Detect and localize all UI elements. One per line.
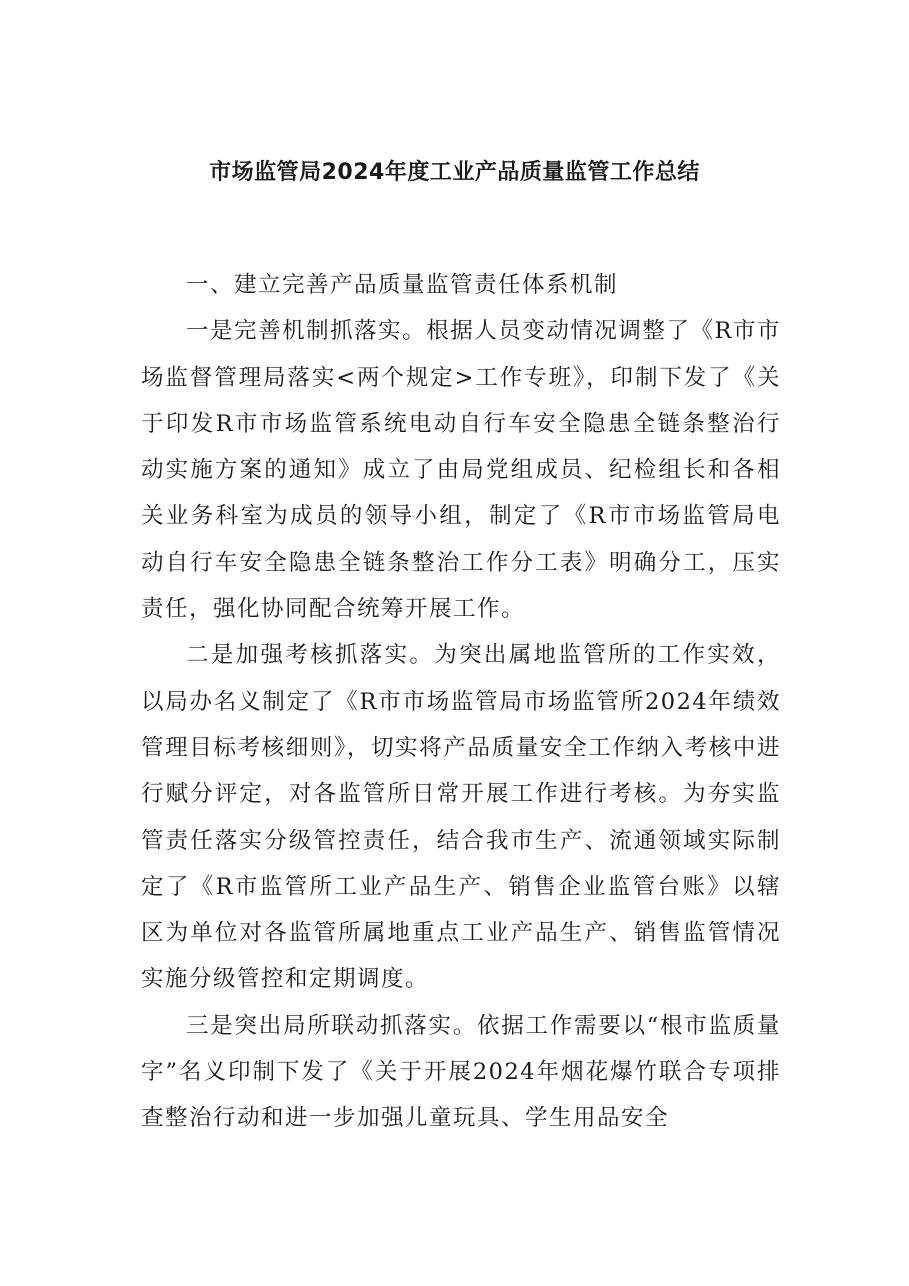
paragraph-2: 二是加强考核抓落实。为突出属地监管所的工作实效，以局办名义制定了《R市市场监管局市场监管所2024年绩效管理目标考核细则》，切实将产品质量安全工作纳入考核中进行赋分评定，对各监管所日常开展工作进行考核。为夯实监管责任落实分级管控责任，结合我市生产、流通领域实际制定了《R市监管所工业产品生产、销售企业监管台账》以辖区为单位对各监管所属地重点工业产品生产、销售监管情况实施分级管控和定期调度。: [141, 642, 781, 993]
section-heading: 一、建立完善产品质量监管责任体系机制: [186, 272, 619, 298]
paragraph-1: 一是完善机制抓落实。根据人员变动情况调整了《R市市场监督管理局落实<两个规定>工作专班》，印制下发了《关于印发R市市场监管系统电动自行车安全隐患全链条整治行动实施方案的通知》成立了由局党组成员、纪检组长和各相关业务科室为成员的领导小组，制定了《R市市场监管局电动自行车安全隐患全链条整治工作分工表》明确分工，压实责任，强化协同配合统筹开展工作。: [141, 318, 781, 623]
document-body: [141, 262, 781, 1142]
paragraph-3: 三是突出局所联动抓落实。依据工作需要以“根市监质量字”名义印制下发了《关于开展2024年烟花爆竹联合专项排查整治行动和进一步加强儿童玩具、学生用品安全: [141, 1012, 781, 1132]
document-title: 市场监管局2024年度工业产品质量监管工作总结: [209, 160, 700, 185]
